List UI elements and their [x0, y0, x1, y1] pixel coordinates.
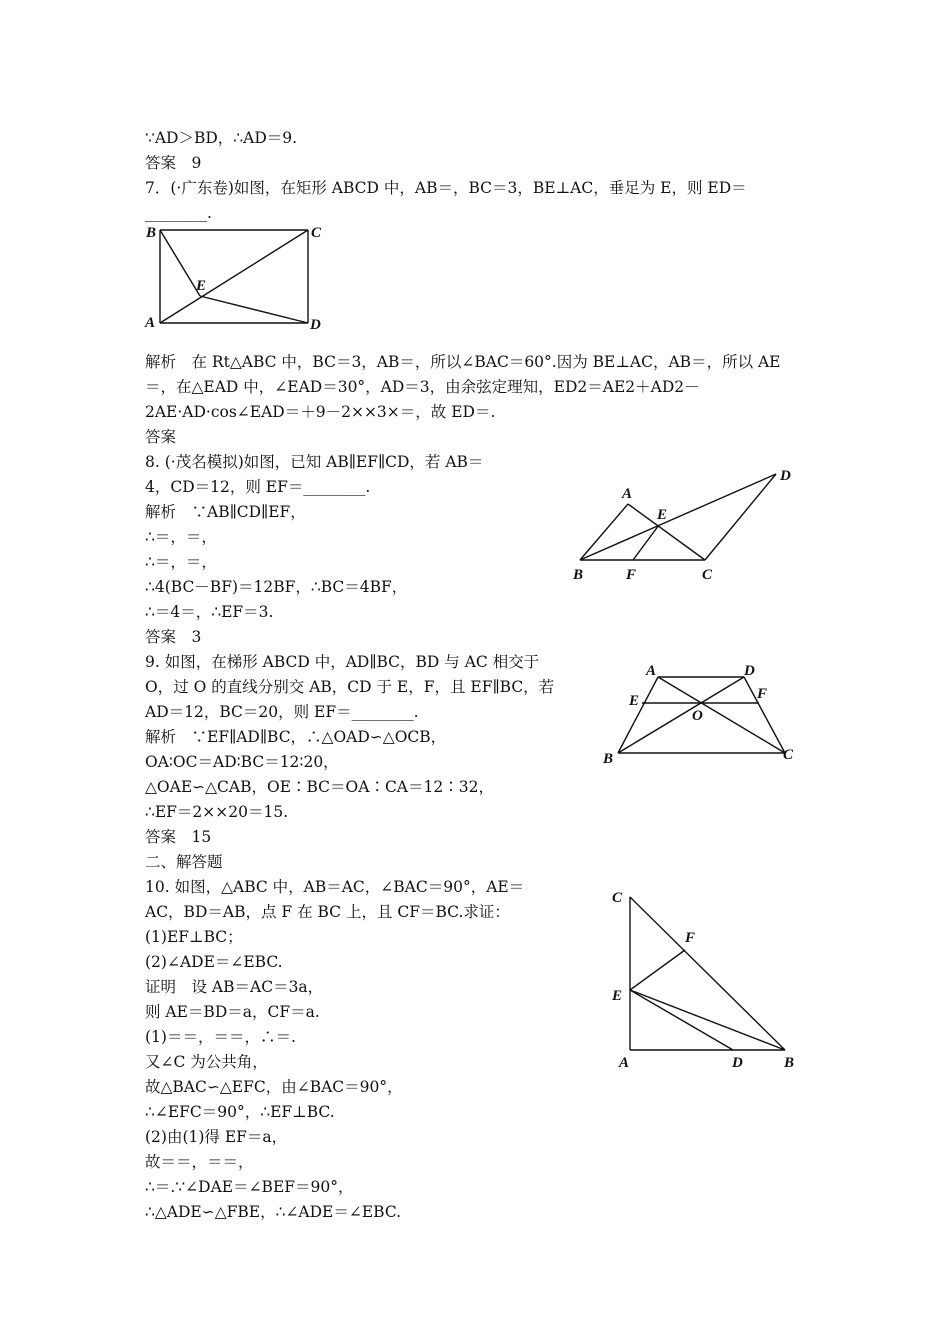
answer-blank: ________. — [145, 204, 212, 222]
proof-line: 则 AE＝BD＝a，CF＝a. — [145, 1003, 320, 1021]
figure-rectangle-abcd — [140, 218, 340, 338]
proof-line: (1)＝＝，＝＝，∴＝. — [145, 1028, 296, 1046]
answer-line: 答案 — [145, 428, 177, 446]
figure-parallel-lines — [570, 462, 805, 587]
question-10: 10. 如图，△ABC 中，AB＝AC，∠BAC＝90°，AE＝ — [145, 878, 525, 896]
label-a: A — [646, 663, 657, 679]
label-f: F — [626, 567, 637, 583]
label-f: F — [685, 930, 696, 946]
question-10-part: (1)EF⊥BC； — [145, 928, 243, 946]
question-7: 7．(·广东卷)如图，在矩形 ABCD 中，AB＝，BC＝3，BE⊥AC，垂足为 E，则 ED＝ — [145, 179, 747, 197]
question-9-cont: O，过 O 的直线分别交 AB，CD 于 E，F，且 EF∥BC，若 — [145, 678, 555, 696]
label-c: C — [783, 747, 794, 763]
label-a: A — [145, 315, 156, 331]
label-b: B — [573, 567, 584, 583]
label-e: E — [629, 693, 640, 709]
answer-line: 答案 15 — [145, 828, 212, 846]
analysis-line: OA∶OC＝AD∶BC＝12∶20， — [145, 753, 339, 771]
figure-right-triangle — [605, 882, 805, 1072]
label-e: E — [196, 278, 207, 294]
section-heading: 二、解答题 — [145, 853, 223, 871]
proof-line: (2)由(1)得 EF＝a， — [145, 1128, 288, 1146]
label-d: D — [744, 663, 755, 679]
label-e: E — [657, 507, 668, 523]
question-10-part: (2)∠ADE＝∠EBC. — [145, 953, 283, 971]
figure-trapezoid — [598, 660, 803, 772]
question-10-cont: AC，BD＝AB，点 F 在 BC 上，且 CF＝BC.求证： — [145, 903, 510, 921]
analysis-line: ∴4(BC－BF)＝12BF，∴BC＝4BF， — [145, 578, 408, 596]
analysis-line: ∴EF＝2××20＝15. — [145, 803, 289, 821]
question-9: 9. 如图，在梯形 ABCD 中，AD∥BC，BD 与 AC 相交于 — [145, 653, 540, 671]
answer-line: 答案 3 — [145, 628, 202, 646]
label-b: B — [603, 751, 614, 767]
proof-line: 证明 设 AB＝AC＝3a， — [145, 978, 324, 996]
proof-line: ∴∠EFC＝90°，∴EF⊥BC. — [145, 1103, 335, 1121]
analysis-line: ∴＝，＝， — [145, 528, 217, 546]
proof-line: 又∠C 为公共角， — [145, 1053, 268, 1071]
proof-line: ∴△ADE∽△FBE，∴∠ADE＝∠EBC. — [145, 1203, 402, 1221]
analysis-line: 解析 ∵EF∥AD∥BC，∴△OAD∽△OCB， — [145, 728, 447, 746]
question-8-cont: 4，CD＝12，则 EF＝________. — [145, 478, 371, 496]
proof-line: 故△BAC∽△EFC，由∠BAC＝90°， — [145, 1078, 403, 1096]
label-a: A — [622, 486, 633, 502]
label-c: C — [612, 890, 623, 906]
label-d: D — [732, 1055, 743, 1071]
label-c: C — [702, 567, 713, 583]
analysis-line: 解析 在 Rt△ABC 中，BC＝3，AB＝，所以∠BAC＝60°.因为 BE⊥AC，AB＝，所以 AE — [145, 353, 781, 371]
label-b: B — [784, 1055, 795, 1071]
label-d: D — [780, 468, 791, 484]
text-line: ∵AD＞BD，∴AD＝9. — [145, 129, 298, 147]
analysis-line: △OAE∽△CAB，OE∶BC＝OA∶CA＝12∶32， — [145, 778, 494, 796]
analysis-line: ∴＝4＝，∴EF＝3. — [145, 603, 274, 621]
label-e: E — [612, 988, 623, 1004]
analysis-line: ∴＝，＝， — [145, 553, 217, 571]
label-b: B — [146, 225, 157, 241]
analysis-line: 2AE·AD·cos∠EAD＝＋9－2××3×＝，故 ED＝. — [145, 403, 496, 421]
label-c: C — [311, 225, 322, 241]
label-a: A — [619, 1055, 630, 1071]
analysis-line: 解析 ∵AB∥CD∥EF， — [145, 503, 306, 521]
label-f: F — [757, 686, 768, 702]
question-8: 8. (·茂名模拟)如图，已知 AB∥EF∥CD，若 AB＝ — [145, 453, 484, 471]
question-9-cont: AD＝12，BC＝20，则 EF＝________. — [145, 703, 419, 721]
label-d: D — [310, 317, 321, 333]
answer-line: 答案 9 — [145, 154, 202, 172]
label-o: O — [692, 708, 703, 724]
proof-line: 故＝＝，＝＝， — [145, 1153, 254, 1171]
analysis-line: ＝，在△EAD 中，∠EAD＝30°，AD＝3，由余弦定理知，ED2＝AE2＋AD2－ — [145, 378, 700, 396]
proof-line: ∴＝.∵∠DAE＝∠BEF＝90°， — [145, 1178, 354, 1196]
